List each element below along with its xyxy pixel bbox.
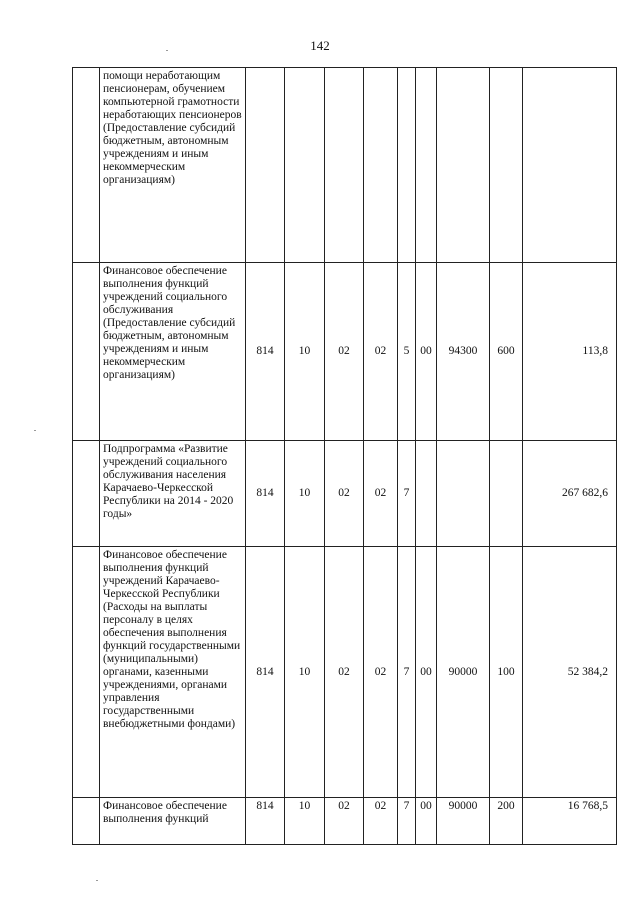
row-name: Подпрограмма «Развитие учреждений социального обслуживания населения Карачаево-Черкесской Республики на 2014 - 2020 годы» [100, 441, 246, 547]
page-number: 142 [310, 38, 330, 53]
expense-type-code [490, 68, 523, 263]
direction-code: 00 [416, 547, 437, 798]
row-name: помощи неработающим пенсионерам, обучением компьютерной грамотности неработающих пенсионеров (Предоставление субсидий бюджетным, автономным учреждениям и иным некоммерческим организациям) [100, 68, 246, 263]
table-row [73, 441, 617, 547]
direction-code: 00 [416, 263, 437, 441]
target-code: 94300 [437, 263, 490, 441]
table-row [73, 547, 617, 798]
subsection-code: 02 [325, 263, 364, 441]
table-row [73, 798, 617, 845]
row-number-cell [73, 441, 100, 547]
ministry-code: 814 [246, 547, 285, 798]
table-row [73, 263, 617, 441]
direction-code [416, 68, 437, 263]
scan-speck [166, 50, 168, 51]
ministry-code: 814 [246, 263, 285, 441]
amount: 113,8 [523, 263, 617, 441]
subsection-code: 02 [325, 441, 364, 547]
program-code: 02 [364, 441, 398, 547]
section-code: 10 [285, 441, 325, 547]
program-code: 02 [364, 263, 398, 441]
program-code: 02 [364, 798, 398, 845]
row-number-cell [73, 798, 100, 845]
scan-speck [96, 880, 98, 881]
subprogram-code [398, 68, 416, 263]
program-code [364, 68, 398, 263]
ministry-code [246, 68, 285, 263]
row-name: Финансовое обеспечение выполнения функций учреждений Карачаево-Черкесской Республики (Расходы на выплаты персоналу в целях обеспечения выполнения функций государственными (муниципальными) органами, казенными учреждениями, органами управления государственными внебюджетными фондами) [100, 547, 246, 798]
program-code: 02 [364, 547, 398, 798]
expense-type-code: 100 [490, 547, 523, 798]
subsection-code [325, 68, 364, 263]
expense-type-code [490, 441, 523, 547]
subsection-code: 02 [325, 798, 364, 845]
row-name: Финансовое обеспечение выполнения функций учреждений социального обслуживания (Предоставление субсидий бюджетным, автономным учреждениям и иным некоммерческим организациям) [100, 263, 246, 441]
ministry-code: 814 [246, 798, 285, 845]
row-number-cell [73, 263, 100, 441]
section-code: 10 [285, 263, 325, 441]
direction-code [416, 441, 437, 547]
scan-speck [34, 430, 36, 431]
table-row [73, 68, 617, 263]
amount: 16 768,5 [523, 798, 617, 845]
subsection-code: 02 [325, 547, 364, 798]
budget-table [72, 67, 617, 845]
row-name: Финансовое обеспечение выполнения функций [100, 798, 246, 845]
expense-type-code: 200 [490, 798, 523, 845]
amount: 52 384,2 [523, 547, 617, 798]
subprogram-code: 7 [398, 798, 416, 845]
section-code [285, 68, 325, 263]
row-number-cell [73, 547, 100, 798]
expense-type-code: 600 [490, 263, 523, 441]
subprogram-code: 7 [398, 547, 416, 798]
subprogram-code: 7 [398, 441, 416, 547]
amount [523, 68, 617, 263]
section-code: 10 [285, 798, 325, 845]
amount: 267 682,6 [523, 441, 617, 547]
ministry-code: 814 [246, 441, 285, 547]
target-code: 90000 [437, 798, 490, 845]
subprogram-code: 5 [398, 263, 416, 441]
target-code: 90000 [437, 547, 490, 798]
target-code [437, 68, 490, 263]
section-code: 10 [285, 547, 325, 798]
direction-code: 00 [416, 798, 437, 845]
target-code [437, 441, 490, 547]
row-number-cell [73, 68, 100, 263]
